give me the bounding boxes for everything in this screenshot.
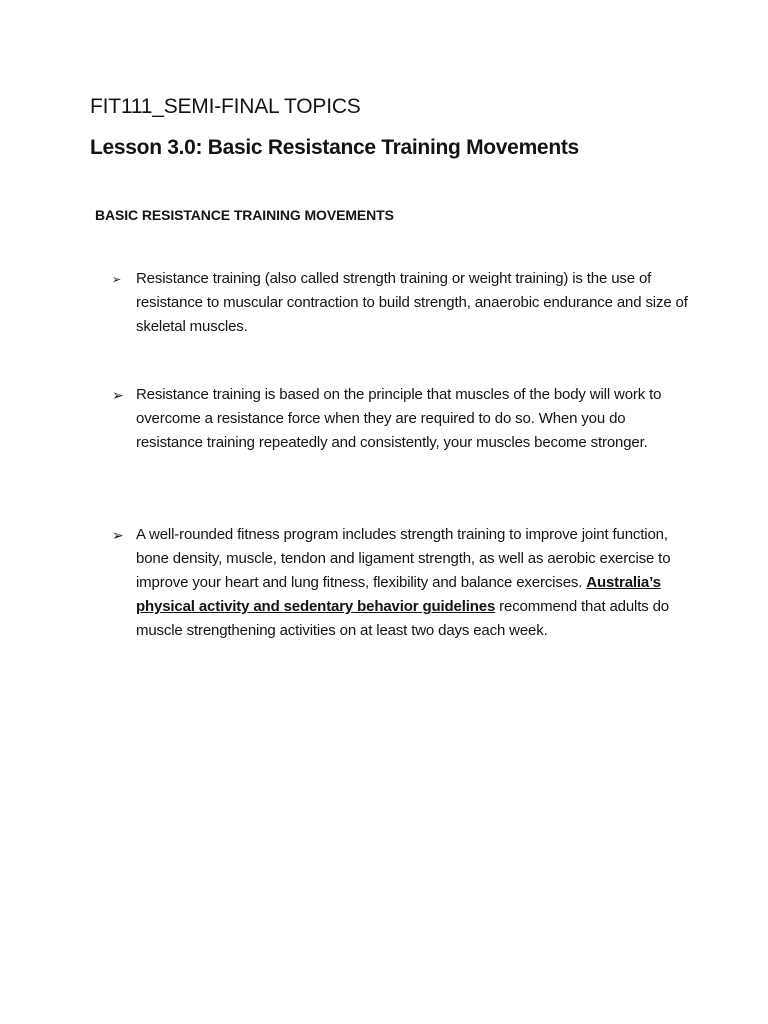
guidelines-link[interactable]: Australia’s physical activity and sedentary behavior guidelines [136,574,661,615]
section-heading: BASIC RESISTANCE TRAINING MOVEMENTS [95,207,394,223]
lesson-title: Lesson 3.0: Basic Resistance Training Movements [90,136,579,159]
bullet-text [136,523,692,643]
bullet-item [112,383,692,455]
bullet-text: Resistance training (also called strength training or weight training) is the use of resistance to muscular contraction to build strength, anaerobic endurance and size of skeletal muscles. [136,270,688,335]
bullet-arrow-icon: ➢ [112,527,124,543]
bullet-text: Resistance training is based on the principle that muscles of the body will work to overcome a resistance force when they are required to do so. When you do resistance training repeatedly and consistently, your muscles become stronger. [136,386,662,451]
bullet-item [112,267,692,339]
document-title: FIT111_SEMI-FINAL TOPICS [90,95,361,118]
bullet-text-after-link: recommend that adults do muscle strengthening activities on at least two days each week. [136,598,670,639]
bullet-text-before-link: A well-rounded fitness program includes strength training to improve joint function, bone density, muscle, tendon and ligament strength, as well as aerobic exercise to improve your heart and lung fitness, flexibility and balance exercises. [136,526,671,591]
bullet-item [112,523,692,643]
bullet-arrow-icon: ➢ [112,274,122,286]
bullet-arrow-icon: ➢ [112,387,124,403]
